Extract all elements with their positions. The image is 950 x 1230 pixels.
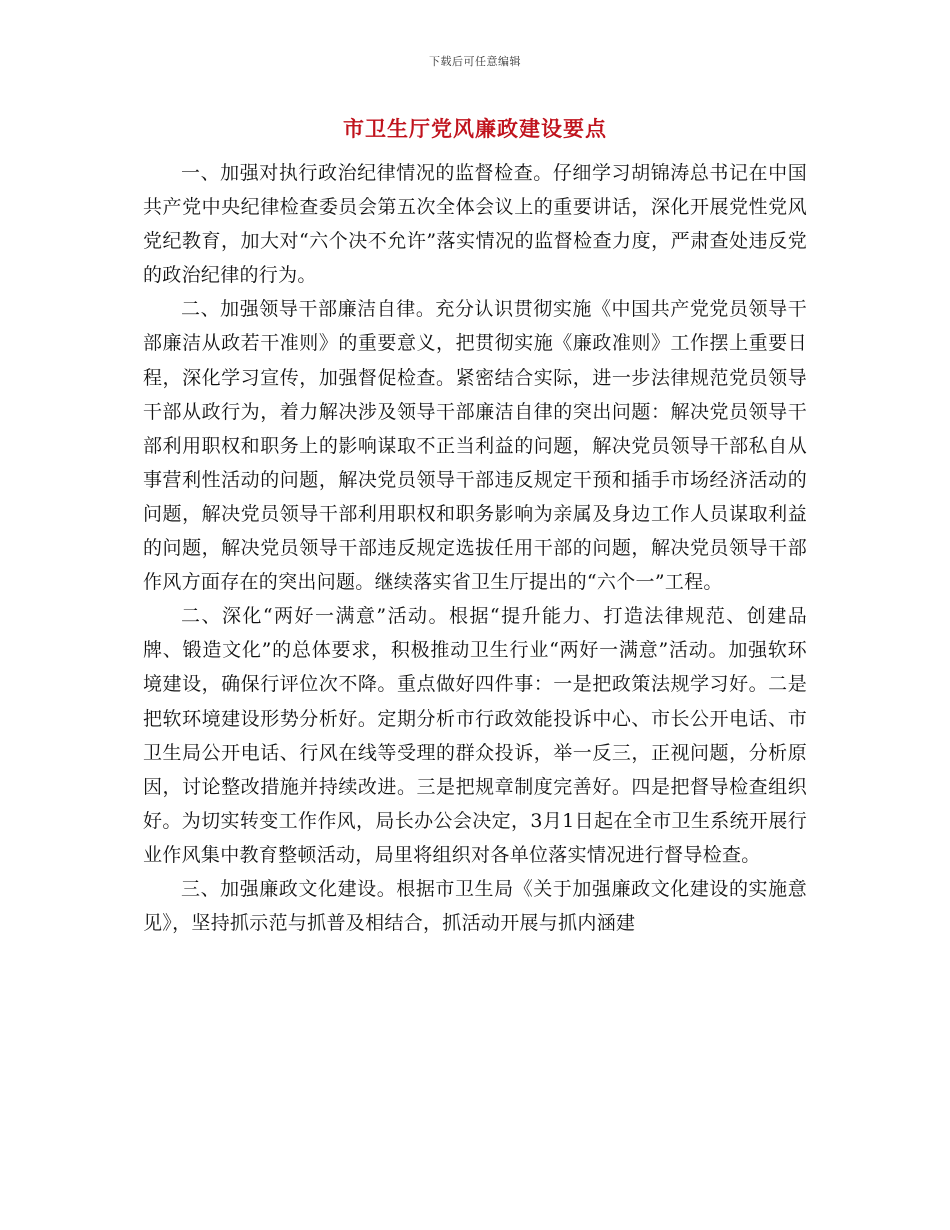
- download-note: 下载后可任意编辑: [429, 55, 521, 68]
- document-title: 市卫生厅党风廉政建设要点: [343, 116, 607, 141]
- document-body: [143, 156, 807, 940]
- paragraph-leader-integrity: 二、加强领导干部廉洁自律。充分认识贯彻实施《中国共产党党员领导干部廉洁从政若干准则》的重要意义，把贯彻实施《廉政准则》工作摆上重要日程，深化学习宣传，加强督促检查。紧密结合实际，进一步法律规范党员领导干部从政行为，着力解决涉及领导干部廉洁自律的突出问题：解决党员领导干部利用职权和职务上的影响谋取不正当利益的问题，解决党员领导干部私自从事营利性活动的问题，解决党员领导干部违反规定干预和插手市场经济活动的问题，解决党员领导干部利用职权和职务影响为亲属及身边工作人员谋取利益的问题，解决党员领导干部违反规定选拔任用干部的问题，解决党员领导干部作风方面存在的突出问题。继续落实省卫生厅提出的“六个一”工程。: [143, 298, 807, 594]
- paragraph-political-discipline: 一、加强对执行政治纪律情况的监督检查。仔细学习胡锦涛总书记在中国共产党中央纪律检查委员会第五次全体会议上的重要讲话，深化开展党性党风党纪教育，加大对“六个决不允许”落实情况的监督检查力度，严肃查处违反党的政治纪律的行为。: [143, 162, 807, 287]
- paragraph-integrity-culture: 三、加强廉政文化建设。根据市卫生局《关于加强廉政文化建设的实施意见》，坚持抓示范与抓普及相结合，抓活动开展与抓内涵建: [143, 877, 807, 935]
- paragraph-two-good-one-satisfied: 二、深化“两好一满意”活动。根据“提升能力、打造法律规范、创建品牌、锻造文化”的总体要求，积极推动卫生行业“两好一满意”活动。加强软环境建设，确保行评位次不降。重点做好四件事：一是把政策法规学习好。二是把软环境建设形势分析好。定期分析市行政效能投诉中心、市长公开电话、市卫生局公开电话、行风在线等受理的群众投诉，举一反三，正视问题，分析原因，讨论整改措施并持续改进。三是把规章制度完善好。四是把督导检查组织好。为切实转变工作作风，局长办公会决定，3月1日起在全市卫生系统开展行业作风集中教育整顿活动，局里将组织对各单位落实情况进行督导检查。: [143, 605, 807, 866]
